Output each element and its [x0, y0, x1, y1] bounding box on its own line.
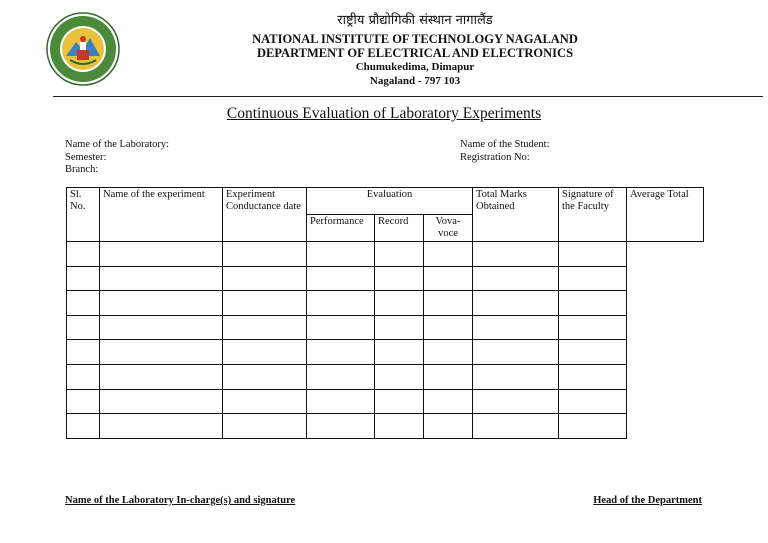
institute-logo — [46, 12, 120, 86]
col-sl-no: Sl. No. — [67, 188, 100, 242]
table-row — [67, 364, 704, 389]
address-line-1: Chumukedima, Dimapur — [355, 61, 475, 73]
lab-name-label: Name of the Laboratory: — [65, 139, 170, 150]
branch-label: Branch: — [65, 164, 99, 175]
col-average-total: Average Total — [627, 188, 704, 242]
hod-signature-label: Head of the Department — [593, 495, 702, 506]
header-divider — [53, 96, 763, 97]
col-evaluation: Evaluation — [307, 188, 473, 215]
col-viva-voce: Vova- voce — [424, 215, 473, 242]
col-performance: Performance — [307, 215, 375, 242]
table-row — [67, 389, 704, 414]
registration-label: Registration No: — [460, 151, 530, 163]
col-faculty-signature: Signature of the Faculty — [559, 188, 627, 242]
department-name: DEPARTMENT OF ELECTRICAL AND ELECTRONICS — [256, 46, 574, 60]
lab-info — [65, 139, 169, 177]
table-row — [67, 414, 704, 439]
col-record: Record — [375, 215, 424, 242]
semester-label: Semester: — [65, 151, 107, 163]
col-experiment-name: Name of the experiment — [100, 188, 223, 242]
col-total-marks: Total Marks Obtained — [473, 188, 559, 242]
col-conduct-date: Experiment Conductance date — [223, 188, 307, 242]
table-row — [67, 315, 704, 340]
lab-incharge-signature-label: Name of the Laboratory In-charge(s) and signature — [65, 495, 296, 506]
student-name-label: Name of the Student: — [460, 139, 550, 150]
table-row — [67, 266, 704, 291]
student-info — [460, 139, 550, 164]
letterhead — [200, 14, 630, 88]
evaluation-table — [66, 187, 704, 439]
document-title: Continuous Evaluation of Laboratory Experiments — [226, 105, 542, 122]
table-row — [67, 340, 704, 365]
institute-name-hindi: राष्ट्रीय प्रौद्योगिकी संस्थान नागालैंड — [337, 13, 493, 28]
table-row — [67, 242, 704, 267]
institute-name: NATIONAL INSTITUTE OF TECHNOLOGY NAGALAND — [252, 32, 578, 46]
address-line-2: Nagaland - 797 103 — [369, 75, 461, 87]
table-row — [67, 291, 704, 316]
